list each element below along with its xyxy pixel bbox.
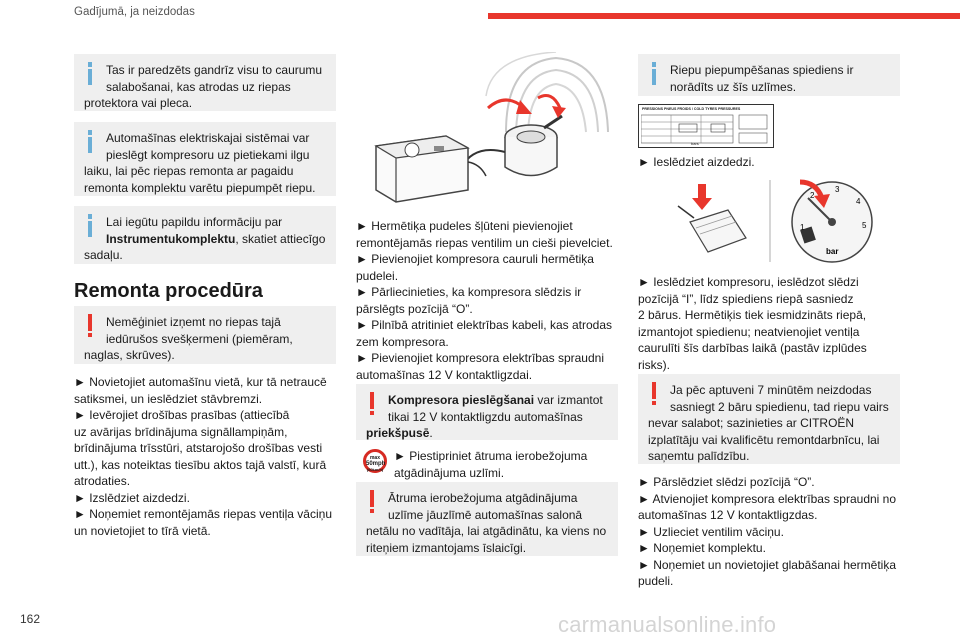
step-line: zem kompresora. xyxy=(356,334,449,349)
note-line: norādīts uz šīs uzlīmes. xyxy=(670,79,797,94)
gauge-tick: 1 xyxy=(800,223,805,232)
step-line: utt.), kas noteiktas tiesību aktos tajā valstī, kurā xyxy=(74,457,327,472)
warning-line: riteņiem izmantojams īslaicīgi. xyxy=(366,540,527,555)
warning-line: Kompresora pieslēgšanai var izmantot xyxy=(388,393,603,407)
note-line: salabošanai, kas atrodas uz riepas xyxy=(106,79,291,94)
step-line: ► Izslēdziet aizdedzi. xyxy=(74,490,190,505)
warning-pressure-not-reached xyxy=(638,374,900,464)
header-accent-bar xyxy=(488,13,960,19)
gauge-tick: 3 xyxy=(835,185,840,194)
step-line: pudeli. xyxy=(638,574,674,588)
warning-line: netālu no vadītāja, lai atgādinātu, ka viens no xyxy=(366,524,607,538)
note-line: Lai iegūtu papildu informāciju par xyxy=(106,215,283,229)
step-line: ► Noņemiet remontējamās riepas ventiļa vāciņu xyxy=(74,507,332,521)
step-line: ► Pārliecinieties, ka kompresora slēdzis ir xyxy=(356,285,582,299)
step-line: ► Ievērojiet drošības prasības (attiecībā xyxy=(74,408,290,422)
step-line: pozīcijā “I”, līdz spiediens riepā sasniedz xyxy=(638,291,854,306)
info-icon xyxy=(84,214,96,244)
note-line: Tas ir paredzēts gandrīz visu to caurumu xyxy=(106,63,323,77)
step-line: pudelei. xyxy=(356,268,399,283)
info-icon xyxy=(648,62,660,92)
step-line: ► Noņemiet un novietojiet glabāšanai hermētiķa xyxy=(638,557,897,572)
note-line: Automašīnas elektriskajai sistēmai var xyxy=(106,131,310,145)
step-line: automašīnas 12 V kontaktligzdas. xyxy=(638,508,818,522)
gauge-tick: 4 xyxy=(856,197,861,206)
step-line: risks). xyxy=(638,357,670,372)
step-line: remontējamās riepas ventilim un cieši pievelciet. xyxy=(356,235,613,250)
warning-line: Ja pēc aptuveni 7 minūtēm neizdodas xyxy=(670,383,872,397)
speed-limit-sticker-icon: max 50mph (80km/h) xyxy=(363,449,387,473)
warning-line: uzlīme jāuzlīmē automašīnas salonā xyxy=(388,507,583,522)
warning-foreign-object xyxy=(74,306,336,364)
step-line: uz avārijas brīdinājuma signāllampiņām, xyxy=(74,424,288,439)
warning-line: priekšpusē. xyxy=(366,426,433,440)
section-heading: Remonta procedūra xyxy=(74,280,263,302)
step-line: pārslēgts pozīcijā “O”. xyxy=(356,301,473,316)
gauge-tick: 5 xyxy=(862,221,867,230)
warning-line: saņemtu palīdzību. xyxy=(648,449,750,463)
sticker-note xyxy=(394,448,620,481)
step-line: atgādinājuma uzlīmi. xyxy=(394,465,505,480)
procedure-steps-3 xyxy=(638,274,908,373)
step-line: ► Pievienojiet kompresora cauruli hermētiķa xyxy=(356,252,594,266)
gauge-unit: bar xyxy=(826,247,839,256)
step-line: ► Noņemiet komplektu. xyxy=(638,541,766,555)
note-line: Instrumentukomplektu, skatiet attiecīgo xyxy=(106,231,326,246)
step-line: ► Atvienojiet kompresora elektrības spraudni no xyxy=(638,491,897,506)
warning-socket xyxy=(356,384,618,440)
procedure-steps-2 xyxy=(356,218,626,383)
step-line: brīdinājuma trīsstūri, atstarojošo drošības vesti xyxy=(74,441,323,455)
procedure-steps-1 xyxy=(74,374,344,539)
warning-icon xyxy=(366,392,378,422)
warning-icon xyxy=(366,490,378,520)
step-line: caurulīti šīs darbības laikā (pastāv izplūdes xyxy=(638,341,867,355)
info-icon xyxy=(84,130,96,160)
warning-line: Ātruma ierobežojuma atgādinājuma xyxy=(388,491,578,505)
warning-line: tikai 12 V kontaktligzdu automašīnas xyxy=(388,409,583,424)
info-note-pressure-label xyxy=(638,54,900,96)
compressor-illustration xyxy=(356,52,618,212)
step-line: ► Novietojiet automašīnu vietā, kur tā netraucē xyxy=(74,375,327,389)
label-graphic xyxy=(641,113,771,147)
gauge-tick: 2 xyxy=(810,191,815,200)
info-note-toolkit xyxy=(74,206,336,264)
info-note-tyre-holes xyxy=(74,54,336,111)
step-line: ► Hermētiķa pudeles šļūteni pievienojiet xyxy=(356,219,573,233)
label-bars-text: bars xyxy=(691,141,699,146)
page-number: 162 xyxy=(20,612,41,626)
step-line: ► Pilnībā atritiniet elektrības kabeli, kas atrodas xyxy=(356,318,613,332)
running-header: Gadījumā, ja neizdodas xyxy=(74,6,195,18)
note-line: laiku, lai pēc riepas remonta ar pagaidu xyxy=(84,164,294,178)
note-line: protektora vai pleca. xyxy=(84,96,193,110)
warning-line: iedūrušos svešķermeni (piemēram, xyxy=(106,331,293,346)
note-line: remonta komplektu varētu piepumpēt riepu. xyxy=(84,180,316,195)
warning-line: izplatītāju vai kvalificētu remontdarbnīcu, lai xyxy=(648,432,880,447)
info-note-compressor xyxy=(74,122,336,196)
tyre-pressure-label xyxy=(638,104,774,148)
note-line: sadaļu. xyxy=(84,248,123,262)
warning-line: sasniegt 2 bāru spiedienu, tad riepu vairs xyxy=(670,399,889,414)
note-line: Riepu piepumpēšanas spiediens ir xyxy=(670,63,854,77)
step-line: ► Pievienojiet kompresora elektrības spraudni xyxy=(356,351,604,365)
note-line: pieslēgt kompresoru uz pietiekami ilgu xyxy=(106,147,310,162)
procedure-steps-4 xyxy=(638,474,908,590)
label-title: PRESSIONS PNEUS FROIDS / COLD TYRES PRESSURES xyxy=(642,107,741,111)
step-line: satiksmei, un ieslēdziet stāvbremzi. xyxy=(74,391,263,406)
step-line: ► Uzlieciet ventilim vāciņu. xyxy=(638,524,784,539)
warning-icon xyxy=(84,314,96,344)
ignition-gauge-illustration xyxy=(670,176,890,266)
step-line: ► Pārslēdziet slēdzi pozīcijā “O”. xyxy=(638,475,815,489)
warning-line: naglas, skrūves). xyxy=(84,348,175,362)
step-line: ► Piestipriniet ātruma ierobežojuma xyxy=(394,449,588,463)
warning-speed-sticker xyxy=(356,482,618,556)
watermark: carmanualsonline.info xyxy=(558,612,777,637)
step-line: 2 bārus. Hermētiķis tiek iesmidzināts riepā, xyxy=(638,308,867,322)
step-line: automašīnas 12 V kontaktligzdai. xyxy=(356,367,533,382)
step-line: atrodaties. xyxy=(74,474,131,488)
warning-line: Nemēģiniet izņemt no riepas tajā xyxy=(106,315,281,329)
step-line: ► Ieslēdziet kompresoru, ieslēdzot slēdzi xyxy=(638,275,859,289)
step-line: un novietojiet to tīrā vietā. xyxy=(74,523,211,538)
warning-icon xyxy=(648,382,660,412)
toolkit-link-text: Instrumentukomplektu xyxy=(106,231,236,246)
warning-line: nevar salabot; sazinieties ar CITROËN xyxy=(648,416,855,430)
step-line: izmantojot spiedienu; neatvienojiet ventiļa xyxy=(638,324,860,339)
ignition-on-step: ► Ieslēdziet aizdedzi. xyxy=(638,155,755,169)
info-icon xyxy=(84,62,96,92)
